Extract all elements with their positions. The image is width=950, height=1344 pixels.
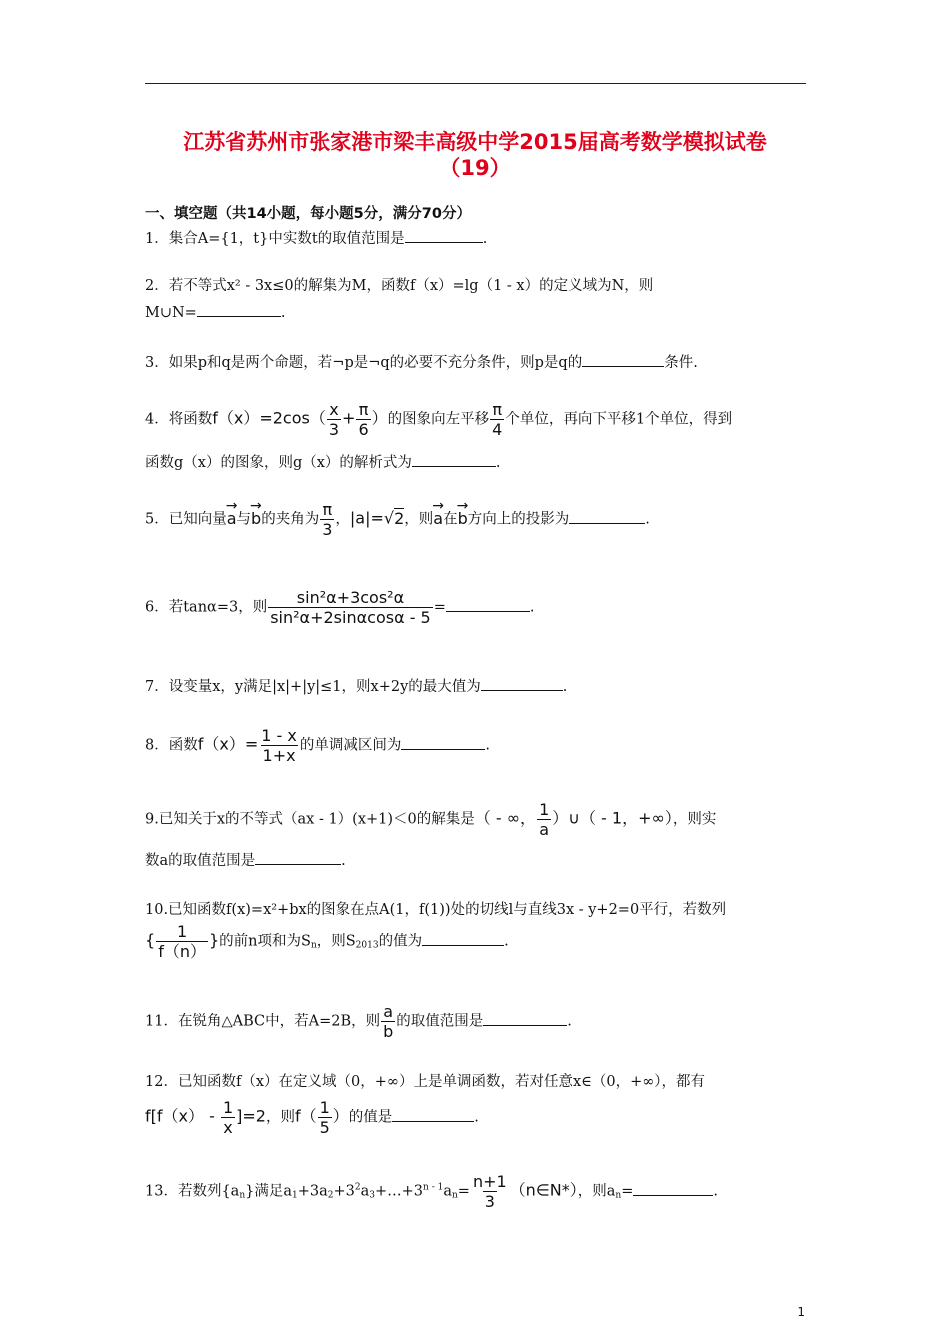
- question-2: 2．若不等式x² - 3x≤0的解集为M，函数f（x）=lg（1 - x）的定义域为N，则: [145, 278, 654, 294]
- question-10-cont: { $\frac{1}{f(n)}$ }的前n项和为$S_n$，则$S_{2013}$的值为 .: [145, 922, 509, 961]
- question-9: 9.已知关于x的不等式（ax - 1）(x+1)＜0的解集是（ - ∞， $\frac{1}{a}$ ）∪（ - 1，+∞），则实: [145, 800, 717, 839]
- page-title: 江苏省苏州市张家港市梁丰高级中学2015届高考数学模拟试卷: [183, 130, 767, 154]
- answer-blank: [446, 597, 530, 612]
- answer-blank: [483, 1011, 567, 1026]
- section-heading: 一、填空题（共14小题，每小题5分，满分70分）: [145, 206, 471, 222]
- answer-blank: [401, 735, 485, 750]
- answer-blank: [197, 302, 281, 317]
- question-5: 5．已知向量→ a与→ b的夹角为 $\frac{\pi}{3}$ ，|a|=√2，则→ a在→ b方向上的投影为 .: [145, 500, 650, 539]
- question-10: 10.已知函数f(x)=x²+bx的图象在点A(1，f(1))处的切线l与直线3x - y+2=0平行，若数列: [145, 902, 727, 918]
- question-7: 7．设变量x，y满足|x|+|y|≤1，则x+2y的最大值为 .: [145, 676, 567, 697]
- answer-blank: [633, 1181, 713, 1196]
- answer-blank: [422, 931, 504, 946]
- question-2-cont: M∪N= .: [145, 302, 285, 323]
- question-9-cont: 数a的取值范围是 .: [145, 850, 346, 871]
- question-12: 12．已知函数f（x）在定义域（0，+∞）上是单调函数，若对任意x∈（0，+∞），都有: [145, 1074, 706, 1090]
- question-3: 3．如果p和q是两个命题，若¬p是¬q的必要不充分条件，则p是q的 条件.: [145, 352, 698, 373]
- answer-blank: [412, 452, 496, 467]
- question-1: 1．集合A={1，t}中实数t的取值范围是 .: [145, 228, 487, 249]
- page-number: 1: [797, 1305, 805, 1319]
- question-11: 11．在锐角△ABC中，若A=2B，则 $\frac{a}{b}$ 的取值范围是 .: [145, 1002, 572, 1041]
- header-rule: [145, 83, 806, 84]
- question-6: 6．若tanα=3，则 $\frac{\text{sin²α+3cos²α}}{\text{sin²α+2sinαcosα - 5}}$ = .: [145, 588, 535, 627]
- answer-blank: [481, 676, 563, 691]
- question-13: 13．若数列$\{a_n\}$满足$a_1+3a_2+3^2a_3+\dots+3^{n - 1}a_n=$ $\frac{n+1}{3}$ （n∈N*），则$a_n=$ .: [145, 1172, 718, 1211]
- answer-blank: [392, 1107, 474, 1122]
- answer-blank: [255, 850, 341, 865]
- question-4: 4．将函数f（x）=2cos（ $\frac{x}{3}$ + $\frac{\pi}{6}$ ）的图象向左平移 $\frac{\pi}{4}$ 个单位，再向下平移1个单位，得到: [145, 400, 733, 439]
- answer-blank: [569, 509, 645, 524]
- question-12-cont: f[f（x） - $\frac{1}{x}$ ]=2，则f（ $\frac{1}{5}$ ）的值是 .: [145, 1098, 479, 1137]
- question-4-cont: 函数g（x）的图象，则g（x）的解析式为 .: [145, 452, 501, 473]
- page-title-number: （19）: [439, 156, 511, 180]
- answer-blank: [405, 228, 483, 243]
- answer-blank: [582, 352, 664, 367]
- question-8: 8．函数f（x）= $\frac{1 - x}{1+x}$ 的单调减区间为 .: [145, 726, 490, 765]
